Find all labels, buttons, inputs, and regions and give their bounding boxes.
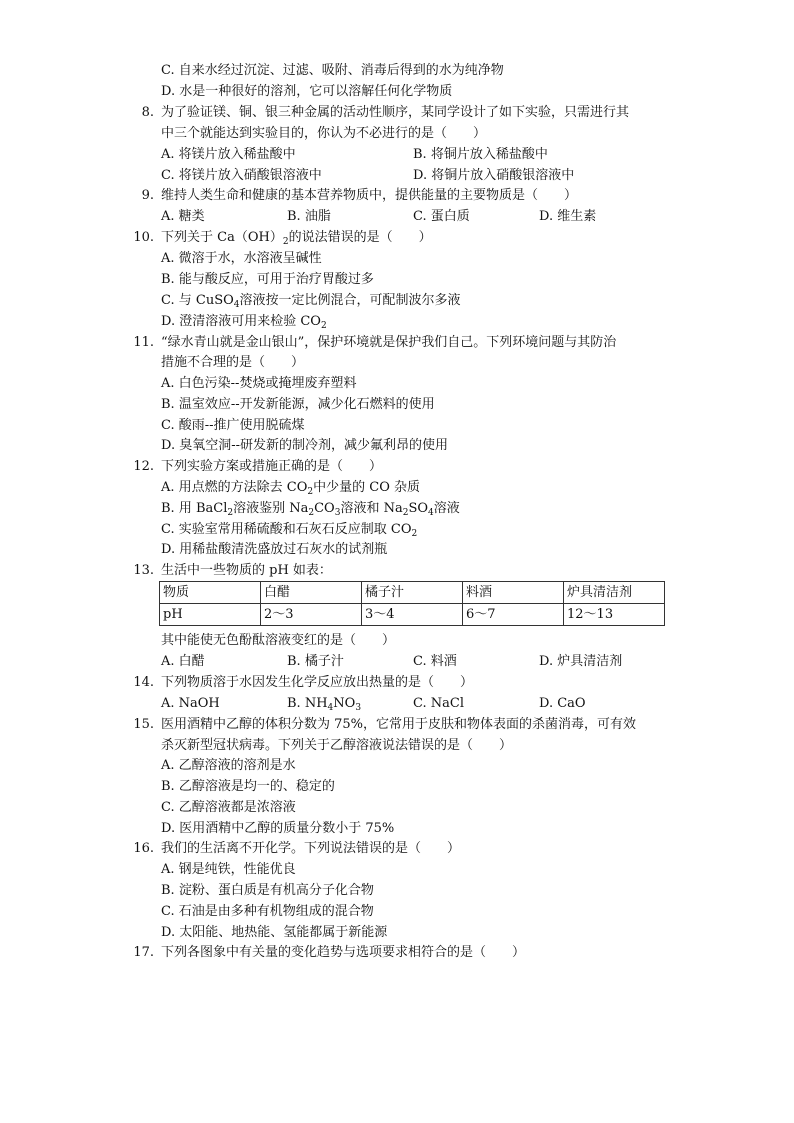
q8-number: 8.: [141, 105, 154, 120]
q9-option-b: B. 油脂: [287, 209, 331, 224]
q8-option-b: B. 将铜片放入稀盐酸中: [413, 147, 548, 162]
q11-option-a: A. 白色污染--焚烧或掩埋废弃塑料: [161, 376, 357, 391]
q16-stem: 我们的生活离不开化学。下列说法错误的是（ ）: [161, 841, 461, 856]
q15-stem-line2: 杀灭新型冠状病毒。下列关于乙醇溶液说法错误的是（ ）: [161, 738, 513, 753]
q8-stem-line2: 中三个就能达到实验目的，你认为不必进行的是（ ）: [161, 126, 487, 141]
q10-option-c: C. 与 CuSO$_4$溶液按一定比例混合，可配制波尔多液: [161, 293, 461, 310]
q14-option-b: B. $NH_4NO_3$: [287, 696, 362, 713]
q9-option-a: A. 糖类: [161, 209, 205, 224]
q13-option-a: A. 白醋: [161, 654, 205, 669]
table-cell: 2～3: [261, 604, 362, 626]
q16-option-d: D. 太阳能、地热能、氢能都属于新能源: [161, 925, 388, 940]
q14-option-c: C. NaCl: [413, 696, 464, 711]
ph-table: [159, 581, 665, 626]
q13-stem-line2: 其中能使无色酚酞溶液变红的是（ ）: [161, 633, 396, 648]
table-cell: 物质: [160, 582, 261, 604]
q15-stem-line1: 医用酒精中乙醇的体积分数为 75%，它常用于皮肤和物体表面的杀菌消毒，可有效: [161, 717, 637, 732]
q12-option-d: D. 用稀盐酸清洗盛放过石灰水的试剂瓶: [161, 542, 388, 557]
q9-number: 9.: [141, 188, 154, 203]
q14-option-a: A. NaOH: [161, 696, 220, 711]
table-cell: 12～13: [564, 604, 665, 626]
q9-option-c: C. 蛋白质: [413, 209, 470, 224]
table-cell: pH: [160, 604, 261, 626]
q11-option-d: D. 臭氧空洞--研发新的制冷剂，减少氟利昂的使用: [161, 438, 449, 453]
q11-option-c: C. 酸雨--推广使用脱硫煤: [161, 418, 305, 433]
table-header-row: [160, 582, 665, 604]
q16-option-a: A. 钢是纯铁，性能优良: [161, 862, 296, 877]
q10-option-b: B. 能与酸反应，可用于治疗胃酸过多: [161, 272, 374, 287]
q12-option-c: C. 实验室常用稀硫酸和石灰石反应制取 $CO_2$: [161, 522, 418, 539]
q8-stem-line1: 为了验证镁、铜、银三种金属的活动性顺序，某同学设计了如下实验，只需进行其: [161, 105, 630, 120]
table-cell: 白醋: [261, 582, 362, 604]
q15-option-c: C. 乙醇溶液都是浓溶液: [161, 800, 296, 815]
q17-stem: 下列各图象中有关量的变化趋势与选项要求相符合的是（ ）: [161, 945, 526, 960]
q12-option-b: B. 用 BaCl$_2$溶液鉴别 $Na_2CO_3$溶液和 $Na_2SO_4$溶液: [161, 501, 460, 518]
q13-stem: 生活中一些物质的 pH 如表：: [161, 563, 332, 578]
q14-stem: 下列物质溶于水因发生化学反应放出热量的是（ ）: [161, 675, 474, 690]
q15-option-a: A. 乙醇溶液的溶剂是水: [161, 758, 296, 773]
q10-stem: 下列关于 $Ca(OH)_2$的说法错误的是（ ）: [161, 230, 432, 247]
table-cell: 6～7: [463, 604, 564, 626]
q10-option-d: D. 澄清溶液可用来检验 $CO_2$: [161, 314, 327, 331]
q7-option-c: C. 自来水经过沉淀、过滤、吸附、消毒后得到的水为纯净物: [161, 63, 504, 78]
q9-stem: 维持人类生命和健康的基本营养物质中，提供能量的主要物质是（ ）: [161, 188, 578, 203]
q11-option-b: B. 温室效应--开发新能源，减少化石燃料的使用: [161, 397, 435, 412]
table-cell: 3～4: [362, 604, 463, 626]
q15-number: 15.: [133, 717, 154, 732]
table-cell: 炉具清洁剂: [564, 582, 665, 604]
q15-option-d: D. 医用酒精中乙醇的质量分数小于 75%: [161, 821, 395, 836]
q8-option-a: A. 将镁片放入稀盐酸中: [161, 147, 296, 162]
q15-option-b: B. 乙醇溶液是均一的、稳定的: [161, 779, 335, 794]
q16-option-c: C. 石油是由多种有机物组成的混合物: [161, 904, 374, 919]
q14-number: 14.: [133, 675, 154, 690]
q13-option-d: D. 炉具清洁剂: [539, 654, 623, 669]
q16-option-b: B. 淀粉、蛋白质是有机高分子化合物: [161, 883, 374, 898]
q13-option-c: C. 料酒: [413, 654, 457, 669]
q8-option-d: D. 将铜片放入硝酸银溶液中: [413, 168, 575, 183]
table-cell: 橘子汁: [362, 582, 463, 604]
q14-option-d: D. CaO: [539, 696, 586, 711]
q10-option-a: A. 微溶于水，水溶液呈碱性: [161, 251, 322, 266]
q16-number: 16.: [133, 841, 154, 856]
q11-number: 11.: [133, 335, 154, 350]
q13-option-b: B. 橘子汁: [287, 654, 344, 669]
q17-number: 17.: [133, 945, 154, 960]
q12-option-a: A. 用点燃的方法除去 $CO_2$中少量的 CO 杂质: [161, 480, 420, 497]
q11-stem-line1: “绿水青山就是金山银山”，保护环境就是保护我们自己。下列环境问题与其防治: [161, 335, 617, 350]
q12-stem: 下列实验方案或措施正确的是（ ）: [161, 459, 383, 474]
q11-stem-line2: 措施不合理的是（ ）: [161, 355, 305, 370]
table-row: [160, 604, 665, 626]
q10-number: 10.: [133, 230, 154, 245]
table-cell: 料酒: [463, 582, 564, 604]
q9-option-d: D. 维生素: [539, 209, 597, 224]
q13-number: 13.: [133, 563, 154, 578]
q12-number: 12.: [133, 459, 154, 474]
q7-option-d: D. 水是一种很好的溶剂，它可以溶解任何化学物质: [161, 84, 453, 99]
q8-option-c: C. 将镁片放入硝酸银溶液中: [161, 168, 322, 183]
